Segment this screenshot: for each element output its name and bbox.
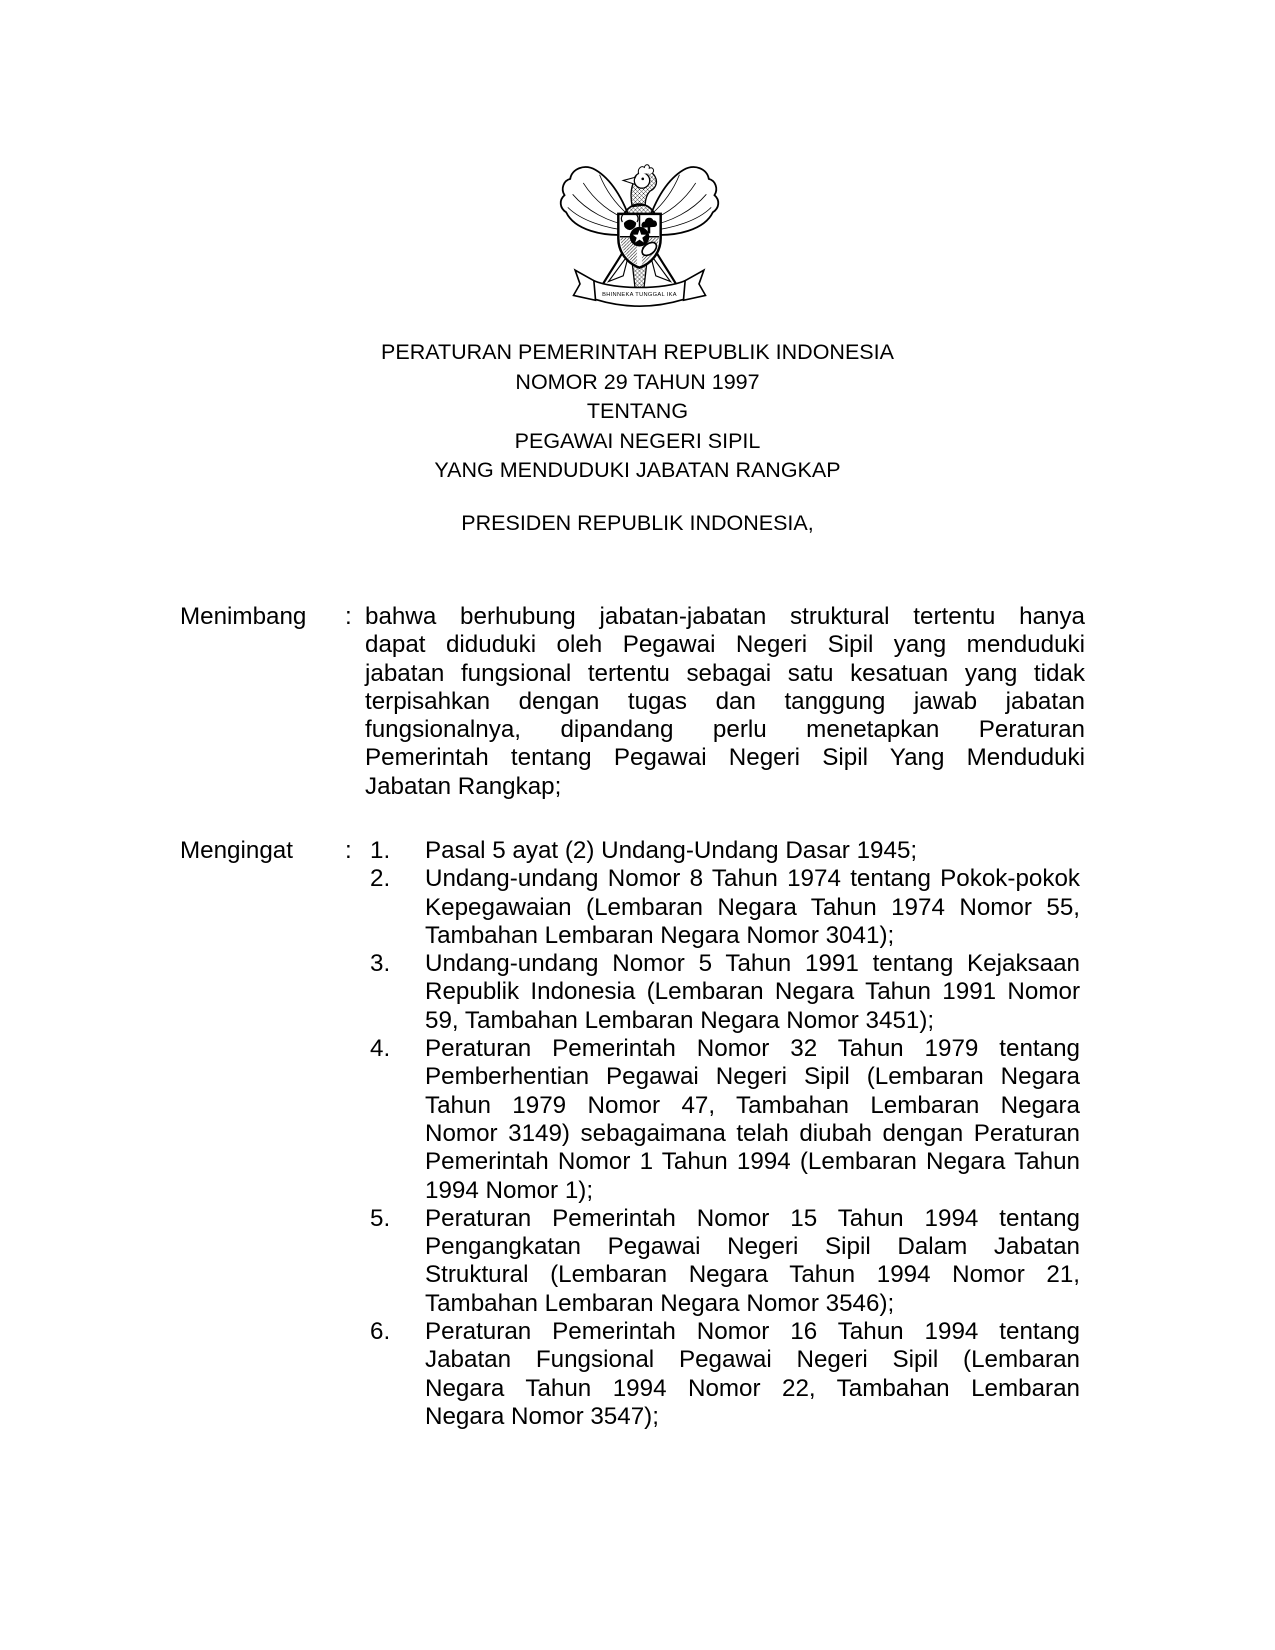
title-line: TENTANG [586, 399, 689, 424]
list-item-lines [425, 1035, 1080, 1205]
eagle-head [623, 165, 656, 207]
paragraph-line: Jabatan Rangkap; [365, 772, 562, 800]
list-item-line: Negara Nomor 3547); [425, 1402, 659, 1430]
list-item-line: Undang-undang Nomor 8 Tahun 1974 tentang Pokok-pokok [425, 865, 1080, 893]
section-paragraph [365, 603, 1085, 801]
list-item-line: Tambahan Lembaran Negara Nomor 3546); [425, 1289, 895, 1317]
paragraph-line: bahwa berhubung jabatan-jabatan struktural tertentu hanya [365, 603, 1085, 630]
paragraph-line: terpisahkan dengan tugas dan tanggung jawab jabatan [365, 687, 1085, 715]
list-item-number: 4. [370, 1035, 391, 1063]
list-item-line: Pengangkatan Pegawai Negeri Sipil Dalam Jabatan [425, 1233, 1080, 1261]
list-item-lines [425, 865, 1080, 950]
list-item-line: Pasal 5 ayat (2) Undang-Undang Dasar 1945; [425, 837, 918, 864]
list-item [370, 837, 1080, 865]
list-item-line: Tahun 1979 Nomor 47, Tambahan Lembaran Negara [425, 1091, 1080, 1119]
list-item-line: Peraturan Pemerintah Nomor 16 Tahun 1994 tentang [425, 1318, 1080, 1346]
list-item-line: 1994 Nomor 1); [425, 1176, 594, 1204]
title-block [0, 338, 1275, 486]
list-item-lines [425, 1205, 1080, 1318]
section-label: Mengingat [180, 837, 293, 864]
list-item-line: Peraturan Pemerintah Nomor 15 Tahun 1994 tentang [425, 1204, 1080, 1232]
list-item-line: Peraturan Pemerintah Nomor 32 Tahun 1979 tentang [425, 1035, 1080, 1063]
list-item-number: 2. [370, 865, 391, 893]
list-item-number: 3. [370, 950, 391, 978]
list-item-number: 5. [370, 1204, 391, 1232]
list-item-line: Negara Tahun 1994 Nomor 22, Tambahan Lembaran [425, 1374, 1080, 1402]
section-colon: : [345, 837, 352, 864]
list-item [370, 865, 1080, 950]
title-line: YANG MENDUDUKI JABATAN RANGKAP [434, 458, 841, 483]
salutation-line: PRESIDEN REPUBLIK INDONESIA, [461, 511, 814, 535]
list-item-line: Pemberhentian Pegawai Negeri Sipil (Lembaran Negara [425, 1063, 1080, 1091]
numbered-list [370, 837, 1080, 1431]
list-item [370, 950, 1080, 1035]
list-item-line: Kepegawaian (Lembaran Negara Tahun 1974 Nomor 55, [425, 893, 1080, 921]
paragraph-line: Pemerintah tentang Pegawai Negeri Sipil Yang Menduduki [365, 744, 1085, 772]
list-item-line: Nomor 3149) sebagaimana telah diubah dengan Peraturan [425, 1119, 1080, 1147]
star-quadrant [630, 227, 650, 247]
list-item-lines [425, 950, 1080, 1035]
paragraph-line: jabatan fungsional tertentu sebagai satu kesatuan yang tidak [365, 659, 1085, 687]
list-item-line: Undang-undang Nomor 5 Tahun 1991 tentang Kejaksaan [425, 950, 1080, 978]
list-item-line: Struktural (Lembaran Negara Tahun 1994 Nomor 21, [425, 1261, 1080, 1289]
paragraph-line: dapat diduduki oleh Pegawai Negeri Sipil yang menduduki [365, 631, 1085, 659]
title-line: PEGAWAI NEGERI SIPIL [514, 428, 761, 453]
list-item-line: Tambahan Lembaran Negara Nomor 3041); [425, 921, 895, 949]
section-colon: : [345, 603, 352, 630]
list-item [370, 1318, 1080, 1431]
list-item-line: 59, Tambahan Lembaran Negara Nomor 3451); [425, 1006, 935, 1034]
motto-text: BHINNEKA TUNGGAL IKA [602, 292, 677, 299]
list-item-line: Pemerintah Nomor 1 Tahun 1994 (Lembaran Negara Tahun [425, 1148, 1080, 1176]
list-item-line: Jabatan Fungsional Pegawai Negeri Sipil (Lembaran [425, 1346, 1080, 1374]
list-item-number: 6. [370, 1318, 391, 1346]
list-item [370, 1035, 1080, 1205]
list-item-number: 1. [370, 837, 391, 864]
list-item-lines [425, 1318, 1080, 1431]
section-label: Menimbang [180, 603, 307, 630]
title-line: PERATURAN PEMERINTAH REPUBLIK INDONESIA [381, 340, 894, 364]
list-item-line: Republik Indonesia (Lembaran Negara Tahun 1991 Nomor [425, 978, 1080, 1006]
list-item [370, 1205, 1080, 1318]
list-item-lines [425, 837, 1080, 865]
title-line: NOMOR 29 TAHUN 1997 [515, 369, 760, 394]
garuda-pancasila-emblem [558, 150, 721, 312]
paragraph-line: fungsionalnya, dipandang perlu menetapkan Peraturan [365, 716, 1085, 744]
